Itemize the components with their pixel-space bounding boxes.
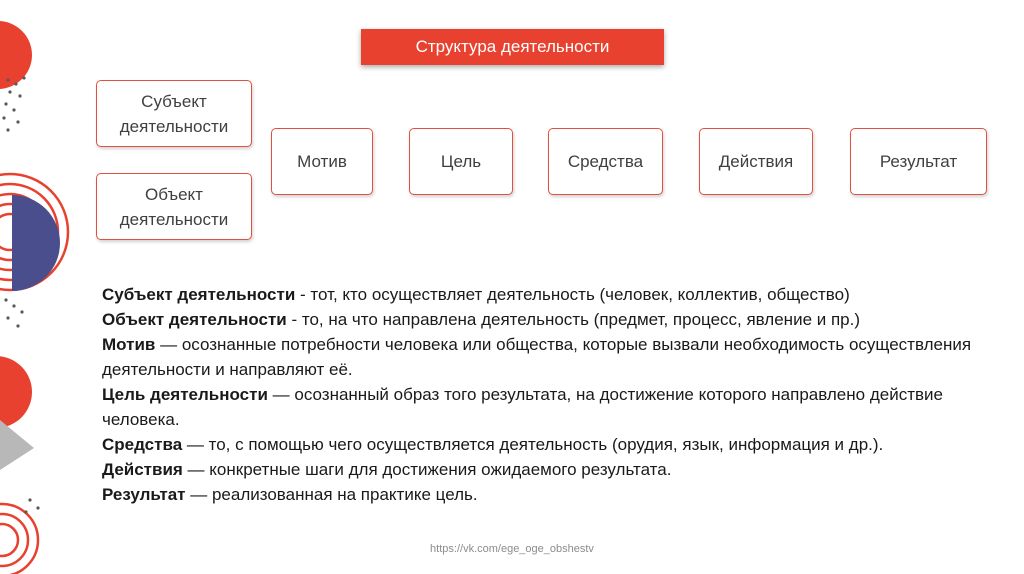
- definition-separator: —: [155, 335, 182, 354]
- definition-separator: -: [286, 310, 302, 329]
- definition-text: конкретные шаги для достижения ожидаемого результата.: [209, 460, 672, 479]
- definition-object: [102, 307, 982, 332]
- object-box: Объект деятельности: [96, 173, 252, 240]
- definition-term: Мотив: [102, 335, 156, 354]
- actions-box: Действия: [699, 128, 813, 195]
- definition-separator: —: [267, 385, 295, 404]
- source-link[interactable]: https://vk.com/ege_oge_obshestv: [430, 543, 594, 555]
- deco-dots-bottom: [24, 498, 39, 513]
- deco-dots-middle: [4, 298, 23, 327]
- definition-separator: —: [182, 435, 209, 454]
- definition-text: осознанные потребности человека или общества, которые вызвали необходимость осуществления деятельности и направляют её.: [102, 335, 972, 379]
- deco-grey-triangle: [0, 420, 34, 470]
- definition-goal: [102, 382, 982, 432]
- result-box: Результат: [850, 128, 987, 195]
- definition-text: тот, кто осуществляет деятельность (человек, коллектив, общество): [310, 285, 850, 304]
- definition-term: Объект деятельности: [102, 310, 287, 329]
- definition-means: [102, 432, 982, 457]
- definition-term: Средства: [102, 435, 183, 454]
- definition-text: осознанный образ того результата, на достижение которого направлено действие человека.: [102, 385, 943, 429]
- definition-text: то, на что направлена деятельность (предмет, процесс, явление и пр.): [301, 310, 861, 329]
- definition-result: [102, 482, 982, 507]
- definitions-list: [102, 282, 982, 507]
- definition-term: Субъект деятельности: [102, 285, 296, 304]
- decorative-pattern: [0, 0, 70, 574]
- deco-red-circle-top: [0, 21, 32, 89]
- subject-box: Субъект деятельности: [96, 80, 252, 147]
- definition-actions: [102, 457, 982, 482]
- definition-separator: -: [295, 285, 311, 304]
- definition-text: то, с помощью чего осуществляется деятельность (орудия, язык, информация и др.).: [208, 435, 884, 454]
- definition-term: Результат: [102, 485, 186, 504]
- slide-title: Структура деятельности: [361, 29, 664, 65]
- definition-term: Цель деятельности: [102, 385, 268, 404]
- definition-term: Действия: [102, 460, 183, 479]
- definition-subject: [102, 282, 982, 307]
- definition-text: реализованная на практике цель.: [211, 485, 478, 504]
- goal-box: Цель: [409, 128, 513, 195]
- definition-separator: —: [185, 485, 212, 504]
- motive-box: Мотив: [271, 128, 373, 195]
- deco-rings-bottom: [0, 504, 38, 574]
- means-box: Средства: [548, 128, 663, 195]
- definition-motive: [102, 332, 982, 382]
- definition-separator: —: [182, 460, 210, 479]
- deco-red-circle-middle: [0, 356, 32, 428]
